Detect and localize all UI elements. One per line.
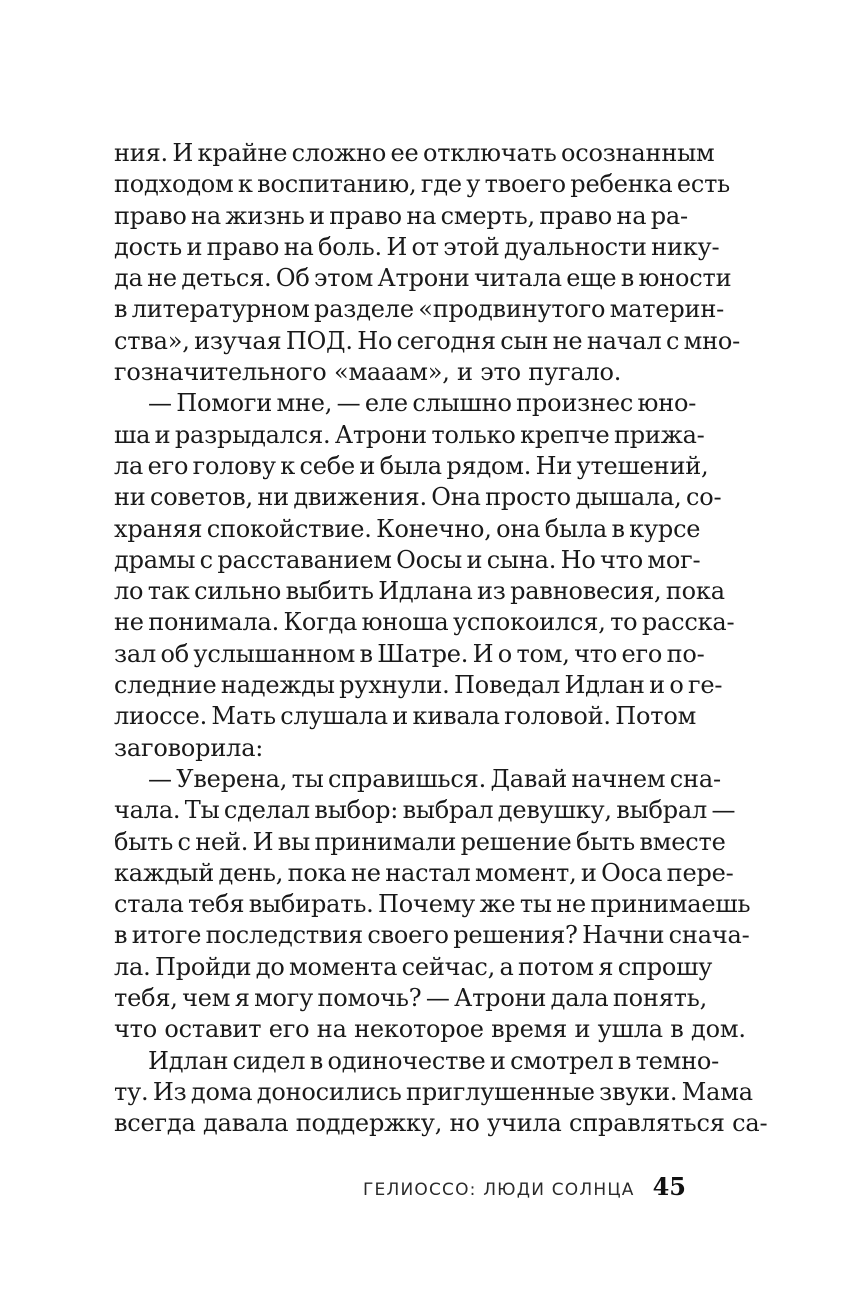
text-line: подходом к воспитанию, где у твоего ребенка есть [114, 170, 731, 199]
text-line: не понимала. Когда юноша успокоился, то расска- [114, 608, 735, 637]
text-line: ша и разрыдался. Атрони только крепче прижа- [114, 420, 705, 449]
text-line: в литературном разделе «продвинутого материн- [114, 295, 725, 324]
text-line: дость и право на боль. И от этой дуальности нику- [114, 232, 720, 261]
text-line: — Уверена, ты справишься. Давай начнем сна- [148, 764, 721, 793]
text-line: каждый день, пока не настал момент, и Ооса пере- [114, 858, 734, 887]
text-line: ла. Пройди до момента сейчас, а потом я спрошу [114, 952, 713, 981]
text-line: ту. Из дома доносились приглушенные звуки. Мама [114, 1077, 753, 1106]
text-line: гозначительного «мааам», и это пугало. [114, 358, 622, 387]
text-line: следние надежды рухнули. Поведал Идлан и о ге- [114, 671, 723, 700]
text-line: ни советов, ни движения. Она просто дышала, со- [114, 483, 722, 512]
text-line: драмы с расставанием Оосы и сына. Но что мог- [114, 545, 701, 574]
text-line: заговорила: [114, 733, 264, 762]
text-line: в итоге последствия своего решения? Начни снача- [114, 921, 750, 950]
text-line: лиоссе. Мать слушала и кивала головой. Потом [114, 702, 697, 731]
text-line: ния. И крайне сложно ее отключать осознанным [114, 139, 715, 167]
text-line: что оставит его на некоторое время и ушла в дом. [114, 1015, 746, 1044]
text-line: Идлан сидел в одиночестве и смотрел в темно- [148, 1046, 720, 1075]
text-line: храняя спокойствие. Конечно, она была в курсе [114, 514, 701, 543]
text-line: да не деться. Об этом Атрони читала еще в юности [114, 264, 732, 293]
body-text [114, 138, 768, 1140]
page-number: 45 [652, 1172, 686, 1201]
text-line: чала. Ты сделал выбор: выбрал девушку, выбрал — [114, 796, 736, 825]
running-title: ГЕЛИОССО: ЛЮДИ СОЛНЦА [362, 1180, 635, 1200]
text-line: тебя, чем я могу помочь? — Атрони дала понять, [114, 984, 708, 1013]
text-line: ла его голову к себе и была рядом. Ни утешений, [114, 451, 709, 480]
text-line: право на жизнь и право на смерть, право на ра- [114, 201, 688, 230]
text-line: зал об услышанном в Шатре. И о том, что его по- [114, 639, 705, 668]
text-line: ства», изучая ПОД. Но сегодня сын не начал с мно- [114, 326, 741, 355]
text-line: ло так сильно выбить Идлана из равновесия, пока [114, 577, 725, 606]
text-line: — Помоги мне, — еле слышно произнес юно- [148, 389, 697, 418]
text-line: стала тебя выбирать. Почему же ты не принимаешь [114, 890, 751, 919]
text-line: всегда давала поддержку, но учила справляться са- [114, 1109, 768, 1138]
running-footer [114, 1172, 686, 1212]
text-line: быть с ней. И вы принимали решение быть вместе [114, 827, 726, 856]
